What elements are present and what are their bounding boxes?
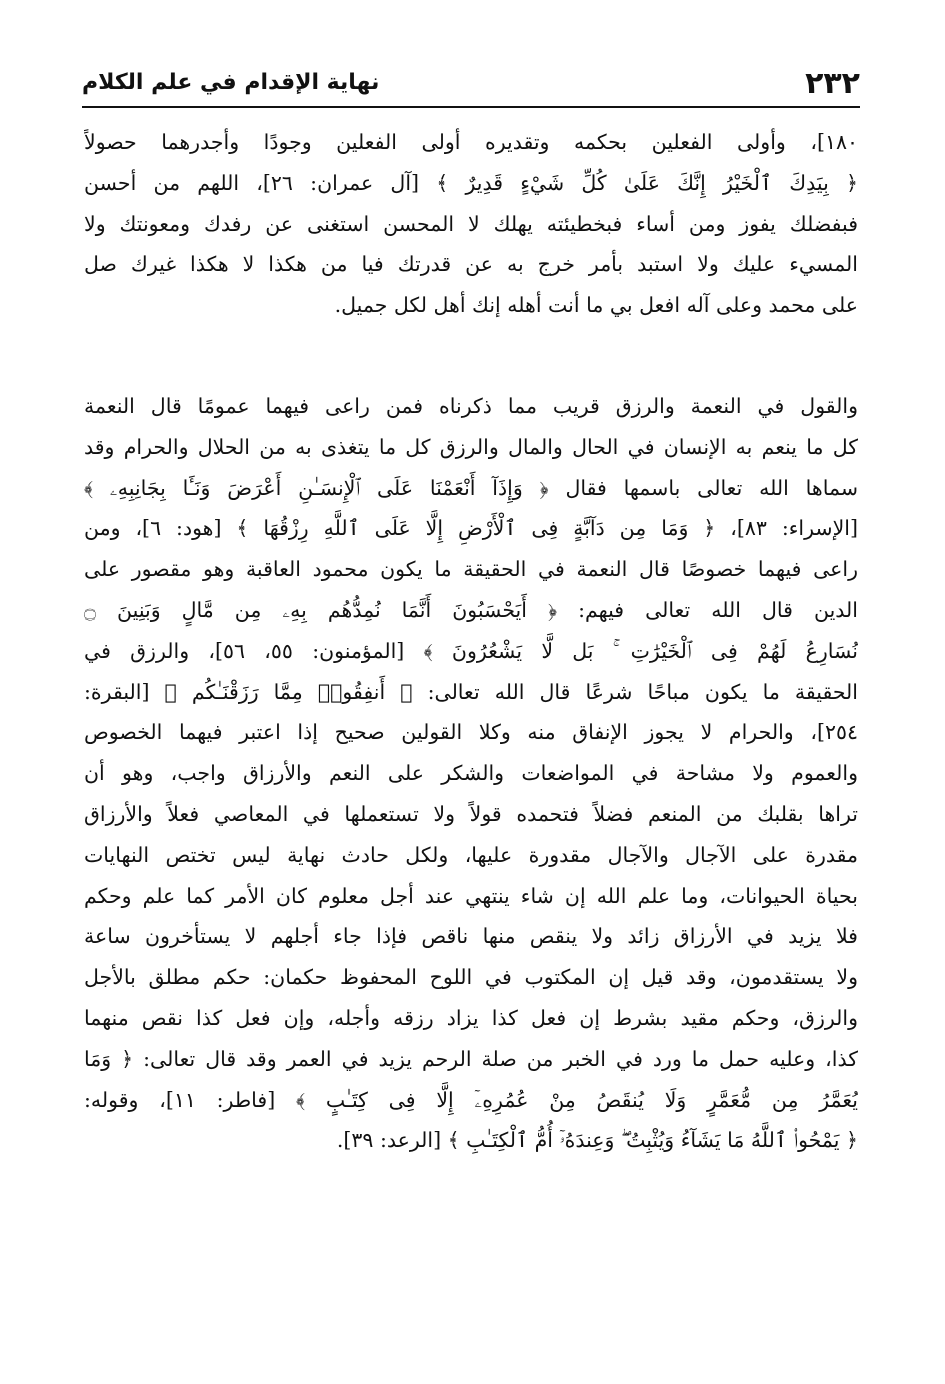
text-line: يُعَمَّرُ مِن مُّعَمَّرٍ وَلَا يُنقَصُ مِنْ عُمُرِهِۦٓ إِلَّا فِى كِتَـٰبٍ ﴾ [فاطر: ١١]، وقوله:	[84, 1087, 858, 1112]
text-line: سماها الله تعالى باسمها فقال ﴿ وَإِذَآ أَنْعَمْنَا عَلَى ٱلْإِنسَـٰنِ أَعْرَضَ وَنَـَٔا بِجَانِبِهِۦ ﴾	[84, 475, 858, 500]
text-line: كذا، وعليه حمل ما ورد في الخبر من صلة الرحم يزيد في العمر وقد قال تعالى: ﴿ وَمَا	[84, 1046, 858, 1071]
text-line: [الإسراء: ٨٣]، ﴿ وَمَا مِن دَآبَّةٍ فِى ٱلْأَرْضِ إِلَّا عَلَى ٱللَّهِ رِزْقُهَا ﴾ [هود: ٦]، ومن	[84, 516, 858, 541]
text-line: الدين قال الله تعالى فيهم: ﴿ أَيَحْسَبُونَ أَنَّمَا نُمِدُّهُم بِهِۦ مِن مَّالٍ وَبَنِينَ ۝	[84, 597, 858, 622]
text-line: والرزق، وحكم مقيد بشرط إن فعل كذا يزاد رزقه وأجله، وإن فعل كذا نقص منهما	[84, 1005, 858, 1030]
header-rule	[82, 106, 860, 108]
text-line: كل ما ينعم به الإنسان في الحال والمال والرزق كل ما يتغذى به من الحلال والحرام وقد	[84, 434, 858, 459]
text-line: ﴿ بِيَدِكَ ٱلْخَيْرُ إِنَّكَ عَلَىٰ كُلِّ شَيْءٍ قَدِيرٌ ﴾ [آل عمران: ٢٦]، اللهم من أحسن	[84, 170, 858, 195]
paragraph-2	[84, 386, 858, 1161]
text-line: مقدرة على الآجال والآجال مقدورة عليها، ولكل حادث نهاية ليس تختص النهايات	[84, 842, 858, 867]
text-line: ﴿ يَمْحُوا۟ ٱللَّهُ مَا يَشَآءُ وَيُثْبِتُ ۖ وَعِندَهُۥٓ أُمُّ ٱلْكِتَـٰبِ ﴾ [الرعد: ٣٩].	[336, 1128, 858, 1153]
text-line: نُسَارِعُ لَهُمْ فِى ٱلْخَيْرَٰتِ ۚ بَل لَّا يَشْعُرُونَ ﴾ [المؤمنون: ٥٥، ٥٦]، والرزق في	[84, 638, 858, 663]
text-line: فلا يزيد في الأرزاق زائد ولا ينقص منها ناقص فإذا جاء أجلهم لا يستأخرون ساعة	[84, 924, 858, 949]
text-line: والقول في النعمة والرزق قريب مما ذكرناه فمن راعى فيهما عمومًا قال النعمة	[84, 394, 858, 418]
text-line: فبفضلك يفوز ومن أساء فبخطيئته يهلك لا المحسن استغنى عن رفدك ومعونتك ولا	[84, 211, 858, 236]
page-header	[82, 62, 860, 102]
text-line: ٢٥٤]، والحرام لا يجوز الإنفاق منه وكلا القولين صحيح إذا اعتبر فيهما الخصوص	[84, 720, 858, 745]
page-number: ٢٣٢	[805, 66, 860, 101]
text-line: الحقيقة ما يكون مباحًا شرعًا قال الله تعالى: ﴿ أَنفِقُوا۟ مِمَّا رَزَقْنَـٰكُم ﴾ [البقرة:	[84, 679, 858, 704]
text-line: والعموم ولا مشاحة في المواضعات والشكر على النعم والأرزاق واجب، وهو أن	[84, 761, 858, 786]
text-line: المسيء عليك ولا استبد بأمر خرج به عن قدرتك فيا من هكذا لا هكذا غيرك صل	[84, 252, 858, 277]
text-line: راعى فيهما خصوصًا قال النعمة في الحقيقة ما يكون محمود العاقبة وهو مقصور على	[84, 557, 858, 582]
text-line: على محمد وعلى آله افعل بي ما أنت أهله إنك أهل لكل جميل.	[334, 293, 858, 318]
running-title: نهاية الإقدام في علم الكلام	[82, 70, 380, 95]
paragraph-1	[84, 122, 858, 326]
text-line: بحياة الحيوانات، وما علم الله إن شاء ينتهي عند أجل معلوم كان الأمر كما علم وحكم	[84, 883, 858, 908]
text-line: تراها بقلبك من المنعم فضلاً فتحمده قولاً ولا تستعملها في المعاصي فعلاً والأرزاق	[84, 801, 858, 826]
text-line: ١٨٠]، وأولى الفعلين بحكمه وتقديره أولى الفعلين وجودًا وأجدرهما حصولاً	[84, 130, 858, 154]
text-line: ولا يستقدمون، وقد قيل إن المكتوب في اللوح المحفوظ حكمان: حكم مطلق بالأجل	[84, 965, 858, 990]
